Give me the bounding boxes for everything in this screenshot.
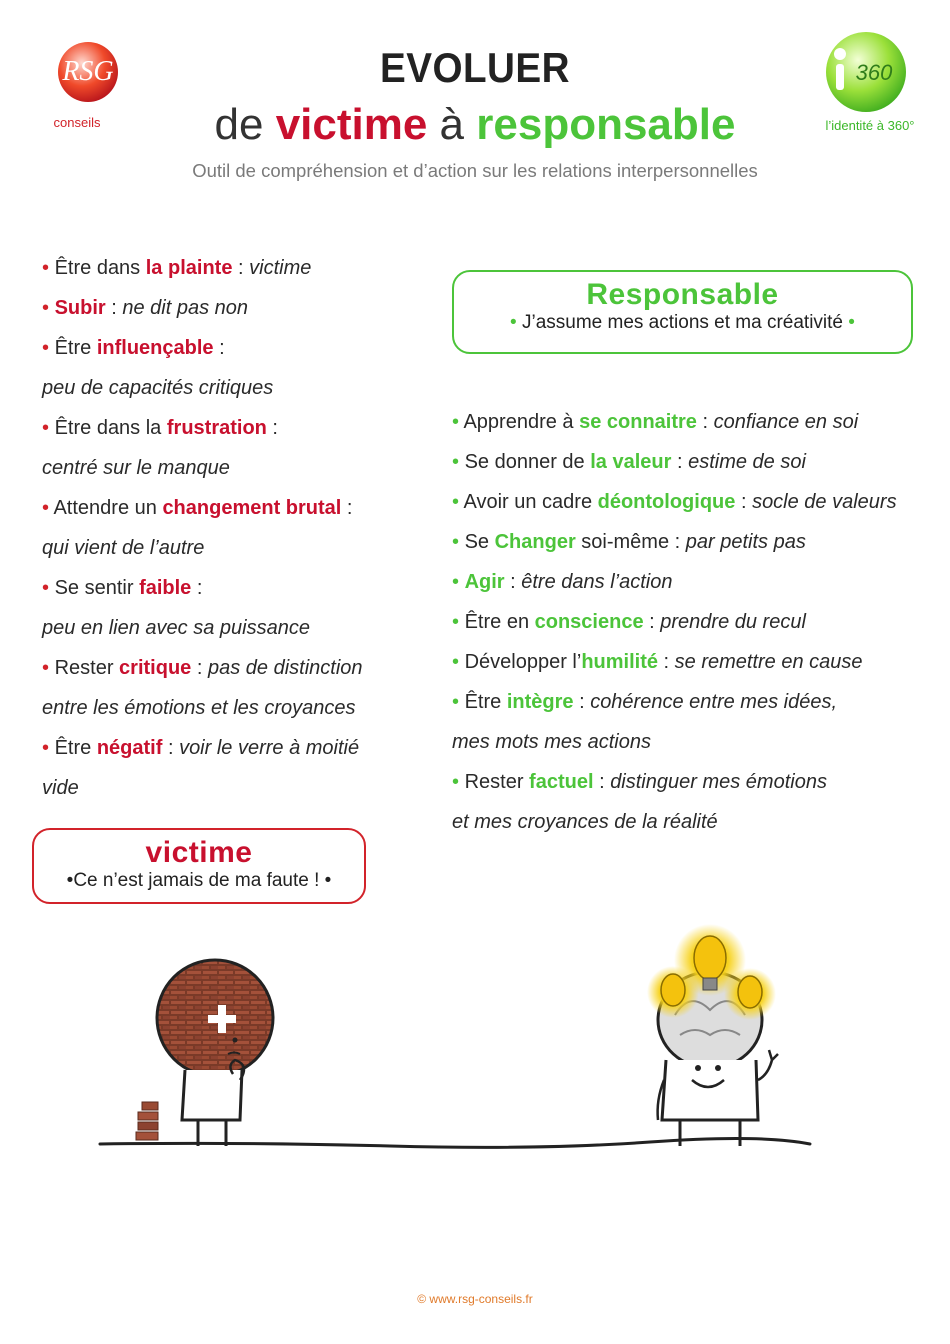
list-item: • Être intègre : cohérence entre mes idées, (452, 691, 837, 713)
list-item: • Développer l’humilité : se remettre en cause (452, 651, 863, 673)
motto-bullet-left: • (510, 312, 517, 333)
page-tagline: Outil de compréhension et d’action sur les relations interpersonnelles (192, 160, 758, 181)
list-item: • Rester factuel : distinguer mes émotions (452, 771, 827, 793)
list-item: • Avoir un cadre déontologique : socle de valeurs (452, 491, 897, 513)
brick-stack-icon (136, 1102, 158, 1140)
motto-text: J’assume mes actions et ma créativité (521, 312, 843, 333)
list-item-continuation: vide (42, 777, 79, 799)
svg-text:360: 360 (855, 60, 893, 85)
list-item-continuation: entre les émotions et les croyances (42, 697, 356, 719)
rsg-logo-caption: conseils (53, 115, 101, 130)
victime-list (42, 248, 432, 808)
svg-text:RSG: RSG (62, 56, 114, 87)
victim-figure-icon (157, 960, 273, 1146)
list-item: • Être dans la frustration : (42, 417, 278, 439)
list-item: • Apprendre à se connaitre : confiance en soi (452, 411, 859, 433)
responsable-box-title: Responsable (586, 278, 779, 311)
subtitle-victime: victime (275, 100, 428, 149)
responsable-box-motto (454, 312, 911, 334)
list-item: • Subir : ne dit pas non (42, 297, 249, 319)
list-item-continuation: peu de capacités critiques (42, 377, 274, 399)
list-item: • Se sentir faible : (42, 577, 203, 599)
list-item: • Attendre un changement brutal : (42, 497, 353, 519)
page-title: EVOLUER (379, 44, 571, 91)
victime-box (32, 828, 366, 904)
list-item-continuation: peu en lien avec sa puissance (42, 617, 310, 639)
ground-line (100, 1138, 810, 1147)
list-item-continuation: et mes croyances de la réalité (452, 811, 718, 833)
illustration (90, 920, 840, 1180)
list-item: • Se donner de la valeur : estime de soi (452, 451, 806, 473)
responsable-box (452, 270, 913, 354)
footer-copyright[interactable]: © www.rsg-conseils.fr (417, 1292, 533, 1306)
subtitle-prefix: de (214, 100, 276, 149)
motto-bullet-right: • (848, 312, 855, 333)
list-item: • Agir : être dans l’action (452, 571, 673, 593)
list-item: • Être dans la plainte : victime (42, 257, 312, 279)
list-item: • Rester critique : pas de distinction (42, 657, 363, 679)
list-item: • Être influençable : (42, 337, 225, 359)
list-item-continuation: centré sur le manque (42, 457, 230, 479)
list-item-continuation: qui vient de l’autre (42, 537, 205, 559)
list-item-continuation: mes mots mes actions (452, 731, 651, 753)
page-subtitle (0, 100, 950, 150)
list-item: • Être négatif : voir le verre à moitié (42, 737, 360, 759)
responsable-list (452, 402, 932, 842)
i360-logo-caption: l’identité à 360° (825, 118, 915, 133)
victime-box-motto: •Ce n’est jamais de ma faute ! • (66, 870, 332, 891)
subtitle-responsable: responsable (476, 100, 736, 149)
list-item: • Être en conscience : prendre du recul (452, 611, 806, 633)
list-item: • Se Changer soi-même : par petits pas (452, 531, 806, 553)
victime-box-title: victime (145, 836, 253, 869)
subtitle-middle: à (427, 100, 477, 149)
